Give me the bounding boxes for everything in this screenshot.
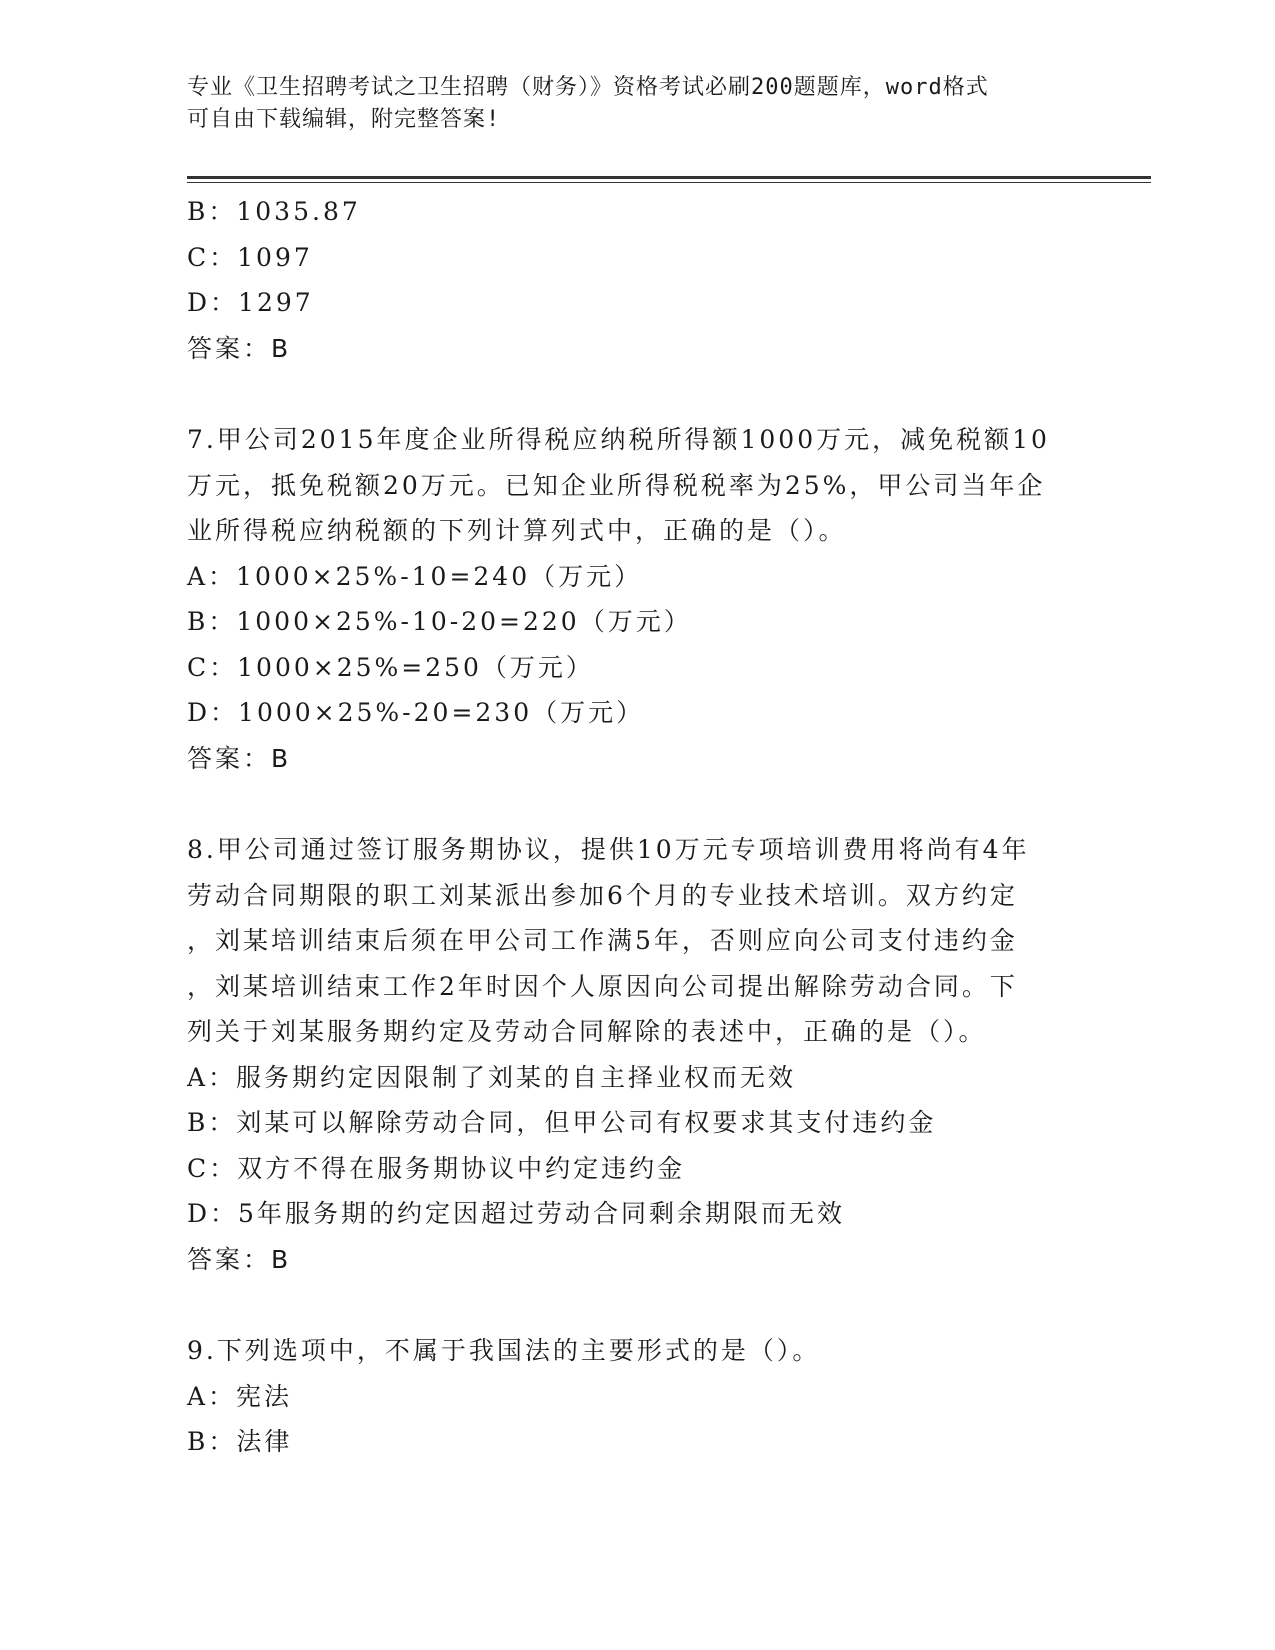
option-c: C：1097 bbox=[187, 242, 313, 272]
answer: 答案：B bbox=[187, 333, 292, 363]
option-d: D：1297 bbox=[187, 288, 314, 317]
question-6-tail bbox=[187, 189, 1087, 371]
option-a: A：服务期约定因限制了刘某的自主择业权而无效 bbox=[187, 1062, 797, 1092]
question-text-line: 业所得税应纳税额的下列计算列式中，正确的是（）。 bbox=[187, 516, 847, 545]
header-line-2: 可自由下载编辑，附完整答案! bbox=[187, 107, 501, 132]
header-line-1: 专业《卫生招聘考试之卫生招聘（财务）》资格考试必刷200题题库，word格式 bbox=[187, 75, 989, 100]
option-c: C：双方不得在服务期协议中约定违约金 bbox=[187, 1153, 686, 1183]
question-text-line: ，刘某培训结束工作2年时因个人原因向公司提出解除劳动合同。下 bbox=[187, 971, 1018, 1001]
header-rule bbox=[187, 176, 1151, 179]
answer: 答案：B bbox=[187, 1244, 292, 1274]
question-9 bbox=[187, 1328, 1087, 1465]
option-b: B：法律 bbox=[187, 1427, 293, 1456]
question-text-line: 列关于刘某服务期约定及劳动合同解除的表述中，正确的是（）。 bbox=[187, 1017, 987, 1046]
answer: 答案：B bbox=[187, 743, 292, 773]
question-7 bbox=[187, 417, 1087, 781]
option-c: C：1000×25%=250（万元） bbox=[187, 652, 594, 682]
option-d: D：5年服务期的约定因超过劳动合同剩余期限而无效 bbox=[187, 1199, 845, 1228]
option-b: B：1035.87 bbox=[187, 197, 361, 226]
option-a: A：宪法 bbox=[187, 1381, 293, 1411]
page-header bbox=[187, 72, 1067, 136]
question-8 bbox=[187, 827, 1087, 1282]
question-text-line: 8.甲公司通过签订服务期协议，提供10万元专项培训费用将尚有4年 bbox=[187, 835, 1030, 864]
question-text-line: 9.下列选项中，不属于我国法的主要形式的是（）。 bbox=[187, 1336, 821, 1365]
spacer bbox=[187, 781, 1087, 827]
document-body bbox=[187, 189, 1087, 1465]
spacer bbox=[187, 1282, 1087, 1328]
option-b: B：刘某可以解除劳动合同，但甲公司有权要求其支付违约金 bbox=[187, 1108, 937, 1137]
header-rule-thin bbox=[187, 182, 1151, 183]
question-text-line: 7.甲公司2015年度企业所得税应纳税所得额1000万元，减免税额10 bbox=[187, 425, 1050, 454]
question-text-line: 劳动合同期限的职工刘某派出参加6个月的专业技术培训。双方约定 bbox=[187, 880, 1018, 910]
option-d: D：1000×25%-20=230（万元） bbox=[187, 698, 645, 727]
spacer bbox=[187, 371, 1087, 417]
option-b: B：1000×25%-10-20=220（万元） bbox=[187, 607, 692, 636]
question-text-line: 万元，抵免税额20万元。已知企业所得税税率为25%，甲公司当年企 bbox=[187, 470, 1046, 500]
option-a: A：1000×25%-10=240（万元） bbox=[187, 561, 643, 591]
question-text-line: ，刘某培训结束后须在甲公司工作满5年，否则应向公司支付违约金 bbox=[187, 926, 1018, 955]
